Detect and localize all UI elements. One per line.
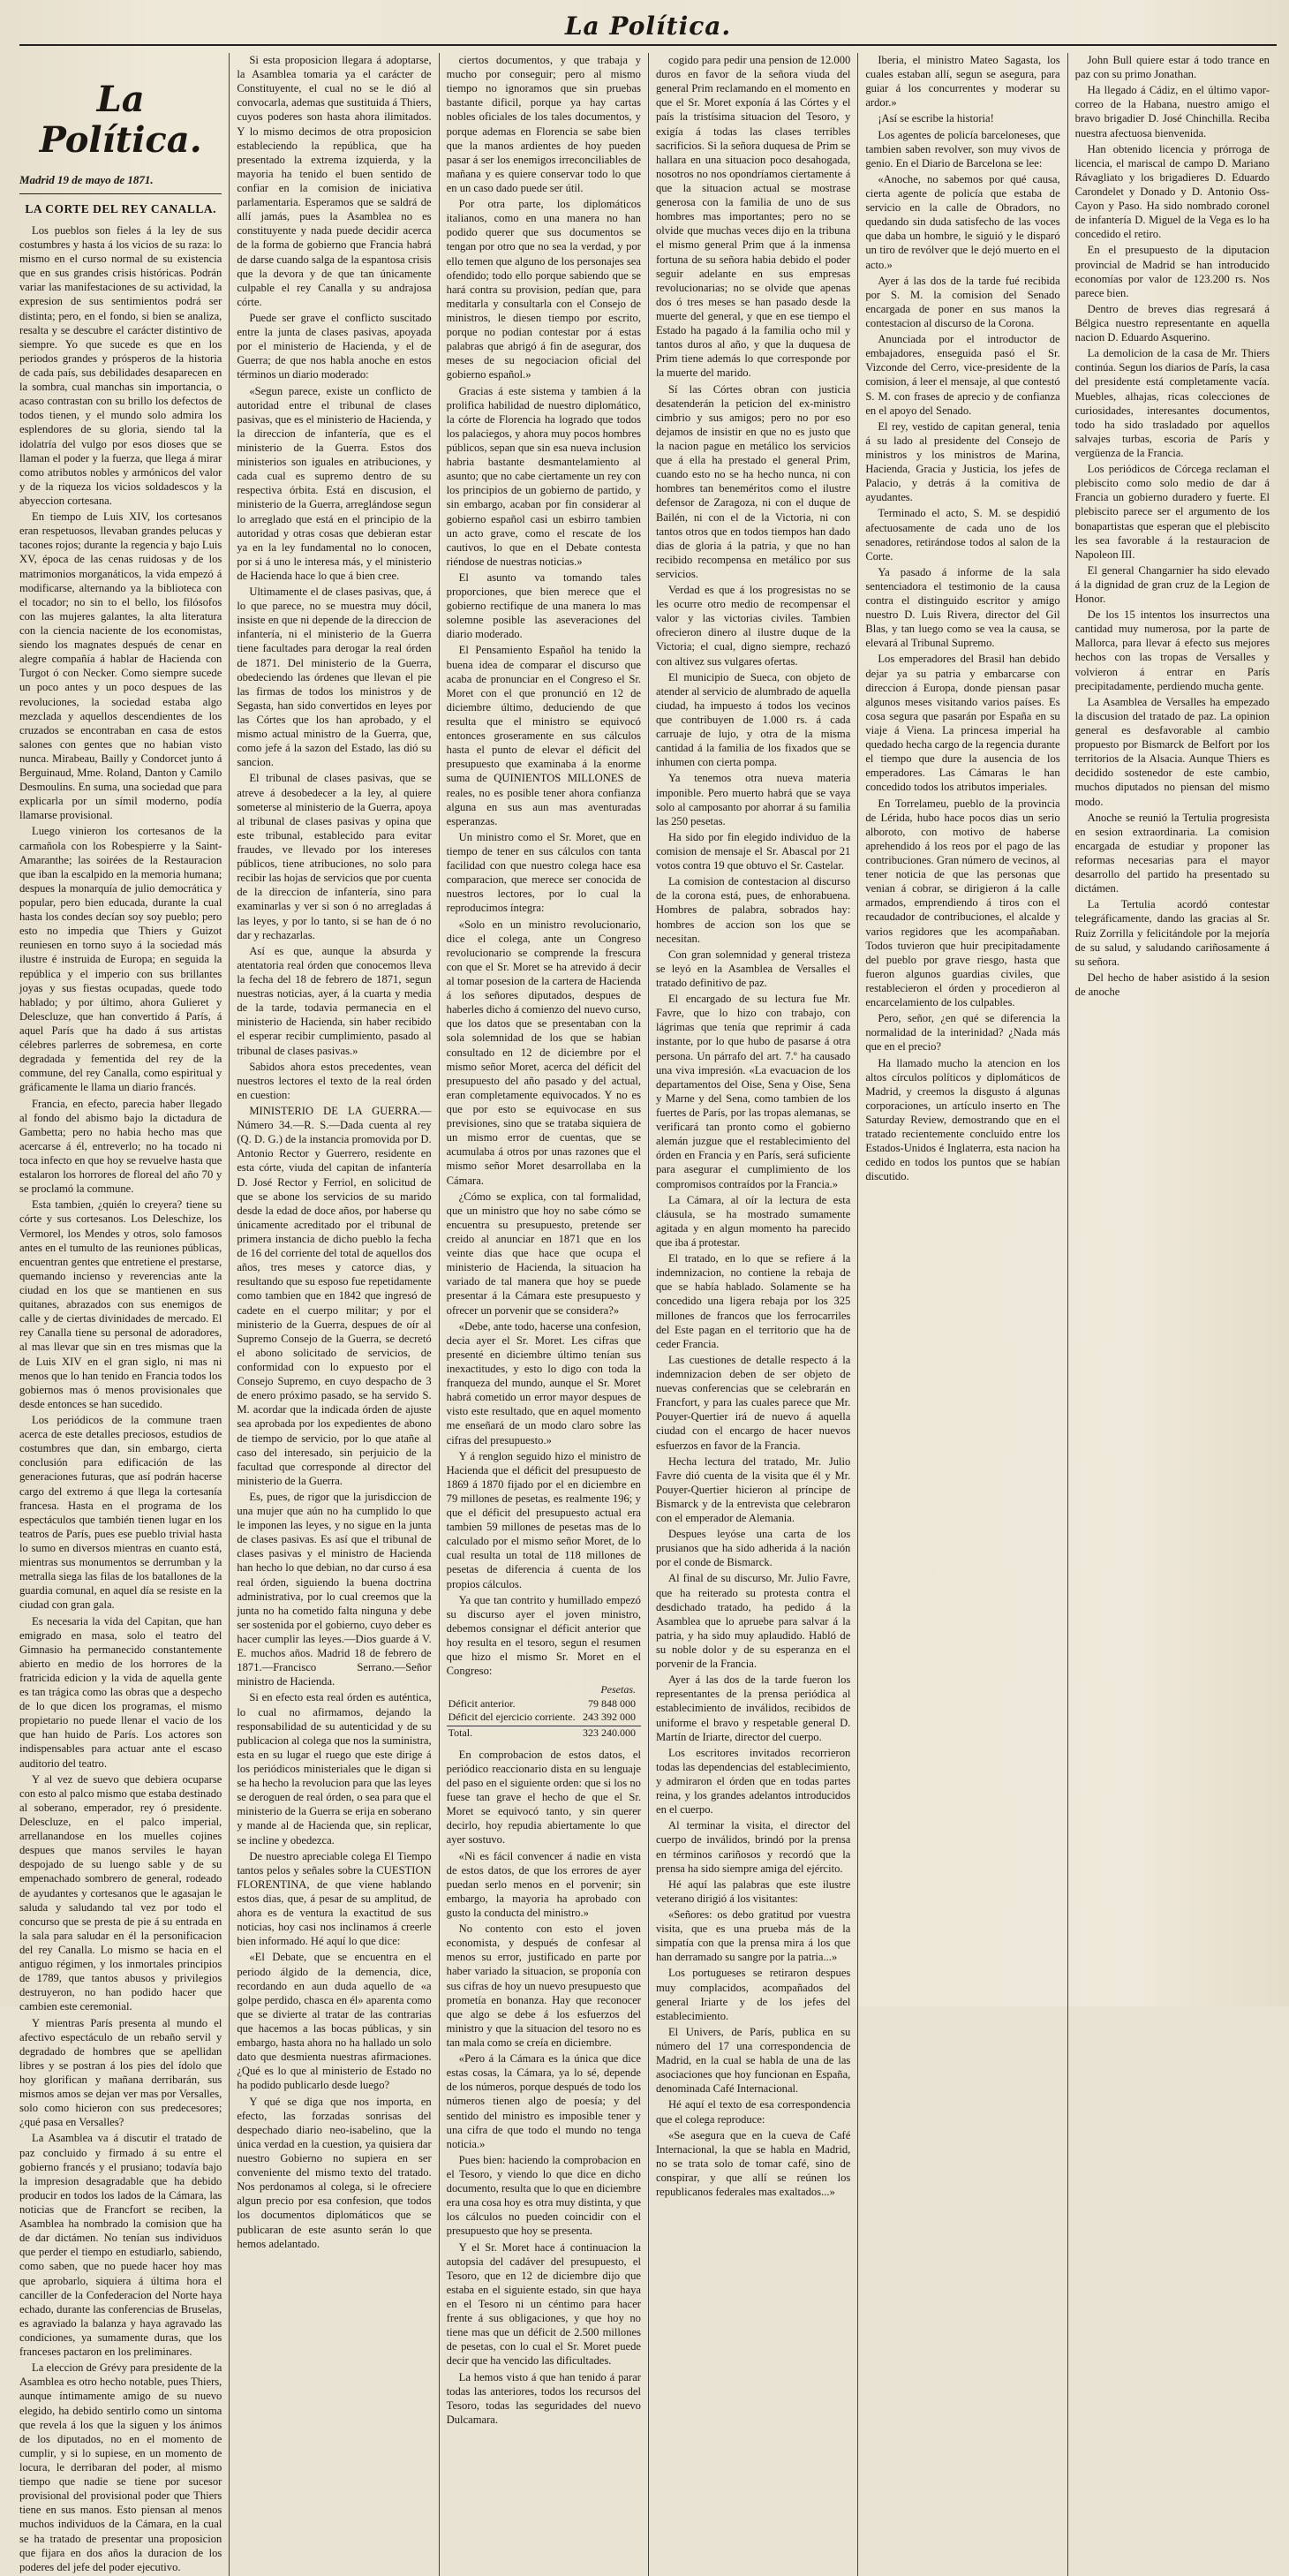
article-paragraph: Y á renglon seguido hizo el ministro de Hacienda que el déficit del presupuesto de 1869 á 1870 fijado por el en diciembre en 79 millones de pesetas, es realmente 196; y que el déficit del presupuesto actual era tambien 59 millones de pesetas mas de lo calculado por el mismo señor Moret, de lo cual resulta un total de 118 millones de pesetas de diferencia á cuenta de los propios cálculos.: [446, 1449, 641, 1590]
column-4-body: [656, 53, 850, 2199]
article-paragraph: Terminado el acto, S. M. se despidió afectuosamente de cada uno de los senadores, retirándose todos al salon de la Corte.: [865, 507, 1060, 563]
article-paragraph: El Univers, de París, publica en su número del 17 una correspondencia de Madrid, en la cual se habla de una de las asociaciones que hoy funcionan en España, denominada Café Internacional.: [655, 2025, 851, 2096]
article-paragraph: «Solo en un ministro revolucionario, dice el colega, ante un Congreso revolucionario se comprende la frescura con que el Sr. Moret se ha atrevido á decir al tomar posesion de la cartera de Hacienda á los señores diputados, despues de haberles dicho á comienzo del nuevo curso, que los datos que se presentaban con la sola solemnidad de los que se habian consultado en 12 de diciembre por el mismo señor Moret, acerca del déficit del presupuesto del año pasado y del actual, eran completamente equivocados. Y no es que por esto se equivocase en sus previsiones, sino que se trataba siquiera de un mismo error de cuentas, que se acumulaba á otros por unas razones que el mismo señor Moret desarrollaba en la Cámara.: [446, 918, 641, 1187]
article-paragraph: Sí las Córtes obran con justicia desatenderán la peticion del ex-ministro cimbrio y sus amigos; pero no por eso dejamos de insistir en que no es justo que la nacion pague en metálico los servicios que á ella ha prestado el general Prim, cuando esto no se ha hecho nunca, ni con hombres tan beneméritos como el ilustre defensor de Zaragoza, ni con el duque de Bailén, ni con el de la Victoria, ni con tantos otros que en todos tiempos han dado dias de gloria á la patria, y que no han recibido recompensa en metálico por sus servicios.: [655, 382, 851, 580]
article-paragraph: Francia, en efecto, parecia haber llegado al fondo del abismo bajo la dictadura de Gambetta; pero no habia hecho mas que acercarse á él, entreverlo; no ha tocado ni toca infecto en que hoy se revuelve hasta que estalaron los horrores de floreal del año 70 y se proclamó la commune.: [19, 1097, 222, 1196]
article-paragraph: Las cuestiones de detalle respecto á la indemnizacion deben de ser objeto de nuevas conferencias que se celebrarán en Francfort, y para las cuales parece que Mr. Pouyer-Quertier irá de nuevo á aquella ciudad con el encargo de hacer nuevos esfuerzos en favor de la Francia.: [655, 1353, 851, 1452]
column-2: [229, 53, 438, 2576]
column-1-body: [19, 201, 222, 2574]
article-paragraph: Pero, señor, ¿en qué se diferencia la normalidad de la interinidad? ¿Nada más que en el precio?: [865, 1012, 1060, 1054]
article-paragraph: La hemos visto á que han tenido á parar todas las anteriores, todos los recursos del Tesoro, todas las seguridades del nuevo Dulcamara.: [446, 2370, 641, 2426]
article-paragraph: Ya pasado á informe de la sala sentenciadora el testimonio de la causa contra el distinguido escritor y amigo nuestro D. Luis Rivera, director del Gil Blas, y tan luego como se vea la causa, se elevará al Tribunal Supremo.: [865, 565, 1060, 650]
article-paragraph: Si en efecto esta real órden es auténtica, lo cual no afirmamos, dejando la responsabilidad de su autenticidad y de su publicacion al colega que nos la suministra, esta en su lugar el ruego que este dirige á los periódicos ministeriales que le digan si se ha hecho la revolucion para que las leyes se deroguen de real órden, o sea para que el ministerio de la Guerra se erija en soberano y mande al de Hacienda que, sin replicar, se incline y obedezca.: [237, 1691, 432, 1847]
table-caption: Pesetas.: [600, 1683, 636, 1696]
article-paragraph: La Asamblea va á discutir el tratado de paz concluido y firmado á su entre el gobierno francés y el prusiano; todavía bajo la impresion desagradable que ha debido producir en todos los lados de la Cámara, las noticias que de Francfort se reciben, la Asamblea ha nombrado la comision que ha de dar dictámen. No tenían sus individuos que perder el tiempo en estudiarlo, sabiendo, como saben, que no puede hacer hoy mas que aprobarlo, siquiera á última hora el canciller de la Confederacion del Norte haya echado, durante las conferencias de Bruselas, es agraviado la balanza y haya agravado las condiciones, ya sumamente duras, que los franceses pactaron en los preliminares.: [19, 2132, 222, 2359]
article-paragraph: El general Changarnier ha sido elevado á la dignidad de gran cruz de la Legion de Honor.: [1074, 563, 1270, 606]
masthead-date: Madrid 19 de mayo de 1871.: [19, 173, 154, 186]
article-paragraph: «Pero á la Cámara es la única que dice estas cosas, la Cámara, ya lo sé, depende de los números, porque después de todo los números tienen algo de poesía; y del sentido del ministro es imposible tener y una cifra de que todo el mundo no tenga noticia.»: [446, 2052, 641, 2150]
masthead: [19, 53, 222, 194]
article-paragraph: Así es que, aunque la absurda y atentatoria real órden que conocemos lleva la fecha del 18 de febrero de 1871, segun nuestras noticias, ayer, á la cuarta y media de la tarde, todavia permanecia en el ministerio de Hacienda, sin haber recibido el esperar recibir cumplimiento, pasado al tribunal de clases pasivas.»: [237, 944, 432, 1057]
article-paragraph: En el presupuesto de la diputacion provincial de Madrid se han introducido economías por valor de 123.200 rs. Nos parece bien.: [1074, 244, 1270, 299]
article-paragraph: Y mientras París presenta al mundo el afectivo espectáculo de un rebaño servil y degradado de hombres que se apellidan libres y se postran á los pies del ídolo que hoy glorifican y mañana derribarán, sus mismos amos se dejan ver mas por Versalles, solo como hicieron con sus predecesores; ¿qué pasa en Versalles?: [19, 2016, 222, 2129]
article-paragraph: Por otra parte, los diplomáticos italianos, como en una manera no han podido querer que sus documentos se tengan por otro que no sea la verdad, y por ello temen que alguno de los personajes sea ofendido; todo ello porque sabiendo que se hará contra su provision, pedían que, para meditarla y consultarla con el Consejo de ministros, le diesen tiempo por escrito, porque no podian contestar por á estas palabras que abrigó á fin de asegurar, dos meses de su negociacion oficial del gobierno español.»: [446, 198, 641, 381]
article-paragraph: La Asamblea de Versalles ha empezado la discusion del tratado de paz. La opinion general es desfavorable al cambio propuesto por Bismarck de Belfort por los territorios de la Alsacia. Aunque Thiers es decidido sostenedor de este cambio, muchos diputados no piensan del mismo modo.: [1074, 695, 1270, 808]
article-paragraph: Ha llamado mucho la atencion en los altos círculos políticos y diplomáticos de Madrid, y creemos la disgusto á algunas corporaciones, un artículo inserto en The Saturday Review, demostrando que en el tratado recientemente concluido entre los Estados-Unidos é Inglaterra, esta nacion ha cedido en todos los puntos que se habían discutido.: [865, 1056, 1060, 1183]
column-6: [1067, 53, 1277, 2576]
article-paragraph: Ha sido por fin elegido individuo de la comision de mensaje el Sr. Abascal por 21 votos contra 19 que obtuvo el Sr. Castelar.: [655, 830, 851, 873]
article-paragraph: «Debe, ante todo, hacerse una confesion, decia ayer el Sr. Moret. Les cifras que presenté en diciembre último tenían sus inexactitudes, y esto lo digo con toda la franqueza del mundo, aunque el Sr. Moret habrá cometido un error mayor despues de visto este resultado, que en aquel momento me enseñará de un modo claro sobre las cifras del presupuesto.»: [446, 1319, 641, 1447]
article-paragraph: ciertos documentos, y que trabaja y mucho por conseguir; pero al mismo tiempo no ignoramos que sin pruebas bastante dificil, porque ya hay cartas nobles oficiales de los tales documentos, y porque ademas en Florencia se sabe bien que la manos ardientes de hoy pueden pasar á ser los enemigos irreconciliables de mañana y es quiere conservar todo lo que en un caso dado puede ser útil.: [446, 54, 641, 194]
article-paragraph: «Señores: os debo gratitud por vuestra visita, que es una prueba más de la simpatía con que la prensa mira á los que han derramado su sangre por la patria...»: [655, 1908, 851, 1964]
article-paragraph: Al terminar la visita, el director del cuerpo de inválidos, brindó por la prensa en términos cariñosos y recordó que la prensa ha sido siempre amiga del ejército.: [655, 1819, 851, 1875]
article-paragraph: «Anoche, no sabemos por qué causa, cierta agente de policía que estaba de servicio en la calle de Obradors, no quedando sin duda satisfecho de las voces que daba un hombre, le siguió y le disparó un tiro de revólver que le dejó muerto en el acto.»: [865, 172, 1060, 271]
article-paragraph: Hé aquí las palabras que este ilustre veterano dirigió á los visitantes:: [655, 1877, 851, 1905]
article-paragraph: Es necesaria la vida del Capitan, que han emigrado en masa, solo el teatro del Gimnasio ha permanecido constantemente abierto en medio de los horrores de la fratricida edicion y la vida de aquella gente es tan trágica como las obras que a despecho de lo que dicen los programas, el mismo propietario no puede llenar el vacio de los que han huido de París. Los actores son indispensables para actuar ante el escaso auditorio del teatro.: [19, 1614, 222, 1770]
article-paragraph: «El Debate, que se encuentra en el periodo álgido de la demencia, dice, recordando en aun duda aquello de «a golpe perdido, chasca en él» aparenta como que se divierte al tratar de las contrarias que hacemos a las bocas públicas, y sin embargo, hasta ahora no ha hallado un solo dato que desmienta nuestras afirmaciones. ¿Qué es lo que al ministerio de Estado no ha podido publicarlo desde luego?: [237, 1951, 432, 2092]
article-paragraph: Los agentes de policía barceloneses, que tambien saben revolver, son muy vivos de genio. En el Diario de Barcelona se lee:: [865, 128, 1060, 170]
article-paragraph: La comision de contestacion al discurso de la corona está, pues, de enhorabuena. Hombres de palabra, sobrados hay: hombres de accion son los que se necesitan.: [655, 875, 851, 945]
article-paragraph: Del hecho de haber asistido á la sesion de anoche: [1074, 971, 1270, 998]
article-paragraph: Hecha lectura del tratado, Mr. Julio Favre dió cuenta de la visita que él y Mr. Pouyer-Quertier hicieron al príncipe de Bismarck y de la entrevista que celebraron con el emperador de Alemania.: [655, 1454, 851, 1525]
article-paragraph: Anoche se reunió la Tertulia progresista en sesion extraordinaria. La comision encargada de estudiar y proponer las reformas necesarias para el mayor desarrollo del partido ha presentado su dictámen.: [1074, 811, 1270, 895]
article-paragraph: Los periódicos de Córcega reclaman el plebiscito como solo medio de dar á Francia un gobierno duradero y fuerte. El plebiscito parece ser el argumento de los bonapartistas que esperan que el plebiscito les sea favorable á la restauracion de Napoleon III.: [1074, 463, 1270, 561]
article-paragraph: Esta tambien, ¿quién lo creyera? tiene su córte y sus cortesanos. Los Deleschize, los Vermorel, los Mendes y otros, solo famosos antes en el tumulto de las reuniones públicas, encuentran gentes que entretiene el prestarse, quemando incienso y reverencias ante la ciudad en los que se mantienen en sus quitanes, abrazados con sus enemigos de calle y de ciertas divinidades de mercado. El rey Canalla tiene su personal de adoradores, al mas llevar que sin en tres mismas que la de Luis XIV en el gran siglo, ni mas ni menos que lo han tenido en Francia todos los gobiernos mas ó menos provisionales que desde entonces se han sucedido.: [19, 1198, 222, 1410]
article-paragraph: En Torrelameu, pueblo de la provincia de Lérida, hubo hace pocos dias un serio alboroto, con motivo de haberse aprehendido á los reos por el pago de las contribuciones. Gran número de vecinos, al tener noticia de que las personas que venian á cobrar, se dirigieron á la calle armados, emprendiendo á tiros con el recaudador de contribuciones, el alcalde y varios regidores que les acompañaban. Todos tuvieron que huir precipitadamente del pueblo por grave riesgo, hasta que fueron algunos guardias civiles, que restablecieron el órden y procedieron al encarcelamiento de los culpables.: [865, 797, 1060, 1009]
deficit-table: [447, 1683, 641, 1740]
article-paragraph: El tratado, en lo que se refiere á la indemnizacion, no contiene la rebaja de que se había hablado. Solamente se ha concedido una ligera rebaja por los 325 millones de francos que los ferrocarriles del Este pagan en el territorio que ha de ceder Francia.: [655, 1252, 851, 1350]
article-paragraph: ¡Así se escribe la historia!: [878, 112, 994, 125]
column-3: [439, 53, 648, 2576]
article-paragraph: Ayer á las dos de la tarde fueron los representantes de la prensa periódica al establecimiento de inválidos, recibidos de uniforme el bravo y respetable general D. Martín de Iriarte, director del cuerpo.: [655, 1673, 851, 1743]
article-paragraph: Anunciada por el introductor de embajadores, enseguida pasó el Sr. Vizconde del Cerro, vice-presidente de la comision, á leer el mensaje, al que contestó S. M. con frases de aprecio y de confianza en el apoyo del Senado.: [865, 333, 1060, 417]
article-paragraph: Verdad es que á los progresistas no se les ocurre otro medio de recompensar el valor y las victorias civiles. Tambien ofrecieron dinero al ilustre duque de la Victoria; el cual, digno siempre, rechazó con altivez sus vulgares ofertas.: [655, 584, 851, 668]
article-paragraph: Los escritores invitados recorrieron todas las dependencias del establecimiento, y admiraron el órden que en todas partes reina, y los grandes adelantos introducidos en el cuerpo.: [655, 1746, 851, 1817]
column-2-body: [237, 53, 431, 2251]
article-headline: LA CORTE DEL REY CANALLA.: [25, 201, 216, 215]
article-paragraph: La Cámara, al oír la lectura de esta cláusula, se ha mostrado sumamente agitada y en algun momento ha parecido que iba á protestar.: [655, 1193, 851, 1249]
table-row-value: 243 392 000: [582, 1711, 636, 1724]
article-paragraph: La Tertulia acordó contestar telegráficamente, dando las gracias al Sr. Ruiz Zorrilla y felicitándole por la mejoría de su salud, y saludando cariñosamente á su señora.: [1074, 898, 1270, 968]
column-5: [857, 53, 1067, 2576]
column-1: [19, 53, 229, 2576]
article-paragraph: Los periódicos de la commune traen acerca de este detalles preciosos, estudios de costumbres que dan, sin embargo, cierta conclusión para edificación de las generaciones futuras, que así podrán hacerse cargo del extremo á que llega la cortesanía francesa. Hasta en el programa de los espectáculos que también tienen lugar en los teatros de París, pues ese pueblo trivial hasta lo sumo en diversos mientras en cuanto está, mientras sus monumentos se derrumban y la metralla siega las filas de los batallones de la guardia comunal, en aquel día se resiste en la ciudad con gran gala.: [19, 1413, 222, 1612]
article-paragraph: De nuestro apreciable colega El Tiempo tantos pelos y señales sobre la CUESTION FLORENTINA, de que viene hablando estos dias, que, á pesar de su amplitud, de ahora es de ventura la exactitud de sus noticias, hoy casi nos inclinamos á creerle bien informado. Hé aquí lo que dice:: [237, 1849, 432, 1948]
article-paragraph: John Bull quiere estar á todo trance en paz con su primo Jonathan.: [1074, 54, 1270, 81]
masthead-title: La Política.: [39, 79, 202, 161]
article-paragraph: MINISTERIO DE LA GUERRA.—Número 34.—R. S.—Dada cuenta al rey (Q. D. G.) de la instancia promovida por D. Antonio Rector y Guerrero, residente en esta córte, viuda del capitan de infantería D. José Rector y Ferriol, en solicitud de que se abone los servicios de su marido desde la edad de doce años, por haberse qu únicamente acreditado por el tribunal de primera instancia de dicho pueblo la fecha de 16 del corriente del total de aquellos dos años, tres meses y catorce dias, y resultando que su esposo fue repetidamente como tambien que en 1842 que ingresó de cadete en el cuerpo militar; y por el ministerio de la Guerra, despues de oír al Supremo Consejo de la Guerra, se decretó el abono solicitado de servicios, de conformidad con lo expuesto por el Consejo Supremo, en cuyo despacho de 3 de enero próximo pasado, se ha servido S. M. acordar que la indicada órden de ajuste sea aprobada por los expedientes de abono de tiempo de servicio, por lo que atañe al caso del interesado, sin perjuicio de la facultad que corresponde al director del ministerio de la Guerra.: [237, 1104, 432, 1487]
article-paragraph: Ya tenemos otra nueva materia imponible. Pero muerto habrá que se vaya solo al camposanto por ahorrar á su familia las 250 pesetas.: [655, 772, 851, 827]
article-paragraph: Gracias á este sistema y tambien á la prolifica habilidad de nuestro diplomático, la córte de Florencia ha logrado que todos los palaciegos, y ahora muy pocos hombres públicos, sepan que sin esa nueva inclusion habria bastante desmantelamiento al asunto; que no cabe ciertamente un rey con los principios de un gobierno de partido, y sin embargo, acaban por fin considerar al gobierno español casi un esbirro tambien un acto grave, como el rescate de los cautivos, lo que en el Debate contesta riéndose de nuestras noticias.»: [446, 384, 641, 568]
article-paragraph: Al final de su discurso, Mr. Julio Favre, que ha reiterado su protesta contra el desdichado tratado, ha pedido á la Asamblea que lo apruebe para salvar á la patria, y ha sido muy aplaudido. Habló de su noble dolor y de su esperanza en el porvenir de la Francia.: [655, 1572, 851, 1671]
article-paragraph: ¿Cómo se explica, con tal formalidad, que un ministro que hoy no sabe cómo se encuentra su presupuesto, pretende ser creido al anunciar en 1871 que en los veinte dias que hace que ocupa el ministerio de Hacienda, la situacion ha variado de tal manera que hoy se puede presentar á la Cámara este presupuesto y ofrecer un porvenir que se considera?»: [446, 1190, 641, 1317]
column-6-body: [1075, 53, 1270, 999]
article-paragraph: Ha llegado á Cádiz, en el último vapor-correo de la Habana, nuestro amigo el bravo brigadier D. José Chinchilla. Reciba nuestra afectuosa bienvenida.: [1074, 84, 1270, 140]
article-paragraph: La eleccion de Grévy para presidente de la Asamblea es otro hecho notable, pues Thiers, aunque íntimamente amigo de su nuevo elegido, ha debido sentirlo como un sintoma que revela á los que la siguen y los ánimos de los diputados, no en el momento de cumplir, y si lo supiese, en un momento de locura, le derribaran del poder, al mismo tiempo que nadie se tiene por sucesor provisional del provisional poder que Thiers tiene en sus manos. Esto piensan al menos muchos individuos de la Cámara, en la cual se ha tratado de presentar una proposicion que fijara en dos años la duracion de los poderes del jefe del poder ejecutivo.: [19, 2361, 222, 2573]
article-paragraph: Ultimamente el de clases pasivas, que, á lo que parece, no se muestra muy dócil, insiste en que ni depende de la direccion de infantería, ni el ministerio de la Guerra tiene facultades para derogar la real órden de 1871. Del ministerio de la Guerra, obedeciendo las órdenes que llevan el pie las firmas de todos los ministros y de Segasta, han sido convertidos en leyes por las Córtes que los han aprobado, y el mismo actual ministro de la Guerra, que, como jefe á la sazon del Estado, las dió su sancion.: [237, 585, 432, 769]
article-paragraph: Pues bien: haciendo la comprobacion en el Tesoro, y viendo lo que dice en dicho documento, resulta que lo que en diciembre era una cosa hoy es otra muy distinta, y que los cálculos no pueden coincidir con el presupuesto que hoy se presenta.: [446, 2153, 641, 2238]
article-paragraph: No contento con esto el joven economista, y después de confesar al menos su error, justificado en parte por haber variado la situacion, se proponía con sus cifras de hoy un nuevo presupuesto que prometía en bonanza. Hay que reconocer que algo se debe á los esfuerzos del ministro y que la situacion del tesoro no es tan mala como se creía en diciembre.: [446, 1923, 641, 2049]
article-paragraph: Y el Sr. Moret hace á continuacion la autopsia del cadáver del presupuesto, el Tesoro, que en 12 de diciembre dijo que estaba en el siguiente estado, sin que haya en el Tesoro ni un céntimo para hacer frente á sus obligaciones, y que hoy no tiene mas que un déficit de 2.500 millones de pesetas, con lo cual el Sr. Moret puede decir que ha vencido las dificultades.: [446, 2240, 641, 2368]
column-4: [648, 53, 857, 2576]
article-paragraph: Han obtenido licencia y prórroga de licencia, el mariscal de campo D. Mariano Rávagliato y los brigadieres D. Eduardo Carondelet y Donado y D. Antonio Oss-Cayon y Paso. Ha sido nombrado coronel de infantería D. Miguel de la Vega es lo ha concedido el retiro.: [1074, 142, 1270, 241]
table-row-label: Déficit del ejercicio corriente.: [448, 1711, 576, 1724]
column-3-body: [447, 53, 641, 2427]
columns-container: [19, 53, 1277, 2573]
article-paragraph: El rey, vestido de capitan general, tenia á su lado al presidente del Consejo de ministros y los ministros de Marina, Hacienda, Gracia y Justicia, los jefes de Palacio, y detrás á la comitiva de ayudantes.: [865, 419, 1060, 504]
article-paragraph: En tiempo de Luis XIV, los cortesanos eran respetuosos, llevaban grandes pelucas y tacones rojos; durante la regencia y bajo Luis XV, época de las cenas ruidosas y de los matrimonios morganáticos, la vida empezó á modificarse, alternando ya la biblioteca con el tocador; no sin to el bello, los filósofos con las mujeres galantes, la alta literatura con la ciencia naciente de los economistas, siendo los magnates después de cenar en alegre compañía á hablar de Hacienda con Turgot ó con Necker. Como siempre sucede un poco antes y un poco despues de las revoluciones, la sociedad estaba algo mezclada y aquellos descendientes de los cruzados se encontraban en casa de estos salones con gentes que no habian visto nunca. Mirabeau, Bailly y Condorcet junto á Berguinaud, Mme. Roland, Danton y Camilo Desmoulins. En suma, una sociedad que para explicarla por un símil moderno, podía llamarse provisional.: [19, 510, 222, 822]
article-paragraph: Ayer á las dos de la tarde fué recibida por S. M. la comision del Senado encargada de poner en sus manos la contestacion al discurso de la Corona.: [865, 274, 1060, 329]
table-total-value: 323 240.000: [582, 1726, 636, 1740]
article-paragraph: Los portugueses se retiraron despues muy complacidos, acompañados del general Iriarte y de los jefes del establecimiento.: [655, 1967, 851, 2022]
article-paragraph: El municipio de Sueca, con objeto de atender al servicio de alumbrado de aquella ciudad, ha impuesto á todos los vecinos que contribuyen de 1.000 rs. á cada carruaje de lujo, y otra de la misma cantidad á la familia de los fixados que se inhumen con cierta pompa.: [655, 670, 851, 769]
article-paragraph: «Ni es fácil convencer á nadie en vista de estos datos, de que los errores de ayer puedan serlo menos en el porvenir; sin embargo, la mayoria ha aprobado con gusto la conducta del ministro.»: [446, 1849, 641, 1919]
column-5-body: [865, 53, 1059, 1184]
article-paragraph: Los pueblos son fieles á la ley de sus costumbres y hasta á los vicios de su raza: lo mismo en el curso normal de su existencia que en sus grandes crisis históricas. Podrán variar las manifestaciones de su actividad, la expresion de sus sentimientos podrá ser distinta; pero, en el fondo, si bien se analiza, resalta y se descubre el carácter distintivo de siempre. Yo que sucede es que en los periodos grandes y prósperos de la historia de cada país, sus debilidades desaparecen en la sombra, cual manchas sin importancia, o acaso contrastan con su brillo los defectos de todos tienen, y el mundo solo admira los esplendores de su gloria, siendo tal la idolatría del vulgo por esos dioses que se llaman el poder y la fuerza, que llega á mirar como atributos nobles y armónicos del valor y de la riqueza los vicios soldadescos y la abyeccion cortesana.: [19, 223, 222, 507]
article-paragraph: Iberia, el ministro Mateo Sagasta, los cuales estaban allí, segun se asegura, para guiar á los concurrentes y moderar su ardor.»: [865, 54, 1060, 110]
article-paragraph: El tribunal de clases pasivas, que se atreve á desobedecer a la ley, al quiere someterse al ministerio de la Guerra, apoya al tribunal de clases pasivas y opina que este tribunal, establecido para evitar fraudes, ve llevado por los intereses públicos, tiene atribuciones, no solo para recibir las hojas de servicios que por cuenta de la direccion de infantería, sino para examinarlas y ver si son ó no arregladas á las leyes, y por lo tanto, si se han de ó no dar y rechazarlas.: [237, 772, 432, 941]
article-paragraph: Si esta proposicion llegara á adoptarse, la Asamblea tomaria ya el carácter de Constituyente, el cual no se le dió al convocarla, ademas que sustituida á Thiers, cuyos poderes son hasta ahora ilimitados. Y lo mismo decimos de otra proposicion estableciendo la república, que ha presentado la extrema izquierda, y la mayoria ha tenido el buen sentido de confiar en la comision de iniciativa parlamentaria. Esperamos que se saldrá de allí jamás, pues la Asamblea no es constituyente y nada puede decidir acerca de la forma de gobierno que Francia habrá de darse cuando salga de la espantosa crisis que la devora y de que tan únicamente culpable el rey Canalla y su andrajosa córte.: [237, 54, 432, 308]
table-row: [447, 1697, 641, 1711]
article-paragraph: En comprobacion de estos datos, el periódico reaccionario dista en su lenguaje del paso en el siguiente orden: que si los no fuese tan grave el hecho de que el Sr. Moret se equivocó tanto, y sin querer decirlo, hoy repudia abiertamente lo que ayer sostuvo.: [446, 1748, 641, 1847]
article-paragraph: Hé aquí el texto de esa correspondencia que el colega reproduce:: [655, 2098, 851, 2126]
article-paragraph: De los 15 intentos los insurrectos una cantidad muy numerosa, por la parte de Mallorca, para llevar á efecto sus mejores hechos con las tropas de Versalles y volvieron á entrar en París precipitadamente, perdiendo mucha gente.: [1074, 608, 1270, 692]
article-paragraph: Ya que tan contrito y humillado empezó su discurso ayer el joven ministro, debemos consignar el déficit anterior que hoy resulta en el tesoro, segun el resumen que hizo el mismo Sr. Moret en el Congreso:: [446, 1593, 641, 1678]
article-paragraph: Puede ser grave el conflicto suscitado entre la junta de clases pasivas, apoyada por el ministerio de Hacienda, y el de Guerra; de que nos habla anoche en estos términos un diario moderado:: [237, 311, 432, 381]
table-total-row: [447, 1726, 641, 1740]
table-total-label: Total.: [448, 1726, 473, 1740]
article-paragraph: Y qué se diga que nos importa, en efecto, las forzadas sonrisas del despechado diario neo-isabelino, que la única verdad en la cuestion, ya quisiera dar nuestro Gobierno no supiera en ser conveniente del mismo texto del tratado. Nos perdonamos al colega, si le ofreciere algun precio por esa confesion, que todos los documentos diplomáticos que se publicaran de este asunto serán lo que hemos adelantado.: [237, 2095, 432, 2250]
article-paragraph: Y al vez de suevo que debiera ocuparse con esto al palco mismo que estaba destinado al soberano, emperador, rey ó presidente. Delescluze, en el palco imperial, arrellanandose en los muelles cojines despues que manos serviles le hayan despojado de su luengo sable y de su empenachado sombrero de general, rodeado de ayudantes y cortesanos que le agasajan le saluda y saludando tal vez por todo el concurso que se presta de pie á su entrada en la sala para saludar en él la personificacion del rey Canalla. Lo mismo se hacia en el antiguo régimen, y los inmortales principios de 1789, que tantos abusos y privilegios destruyeron, no han podido hacer que cambien este ceremonial.: [19, 1772, 222, 2013]
table-row-label: Déficit anterior.: [448, 1696, 516, 1710]
article-paragraph: «Segun parece, existe un conflicto de autoridad entre el tribunal de clases pasivas, que es el ministerio de Hacienda, y la direccion de infantería, que es el ministerio de la Guerra. Estos dos ministerios son iguales en atribuciones, y cada cual es supremo dentro de su respectiva órbita. Está en discusion, el ministerio de la Guerra, arreglándose segun lo arreglado que está en el principio de la autoridad y otras cosas que debieran estar ya en la ley fundamental no lo conocen, por si á uno le interesa más, y el ministerio de Hacienda hace lo que á bien cree.: [237, 384, 432, 582]
article-paragraph: Con gran solemnidad y general tristeza se leyó en la Asamblea de Versalles el tratado definitivo de paz.: [655, 948, 851, 989]
article-paragraph: La demolicion de la casa de Mr. Thiers continúa. Segun los diarios de París, la casa del presidente está completamente vacía. Muebles, alhajas, ricas colecciones de curiosidades, interesantes documentos, todo ha sido trasladado por aquellos salvajes turbas, escoria de París y vergüenza de la Francia.: [1074, 347, 1270, 459]
article-paragraph: Un ministro como el Sr. Moret, que en tiempo de tener en sus cálculos con tanta facilidad con que nuestro colega hace esa comparacion, que merece ser conocida de nuestros lectores, por lo cual la reproducimos íntegra:: [446, 830, 641, 915]
article-paragraph: El asunto va tomando tales proporciones, que bien merece que el gobierno rectifique de una manera lo mas solemne posible las aseveraciones del diario moderado.: [446, 570, 641, 641]
article-paragraph: Los emperadores del Brasil han debido dejar ya su patria y embarcarse con direccion á Europa, donde piensan pasar algunos meses visitando varios países. Es cosa segura que pasarán por España en su viaje á Viena. La princesa imperial ha quedado hecha cargo de la regencia durante el tiempo que dure la ausencia de los emperadores. Las Cámaras le han concedido todos los atributos imperiales.: [865, 653, 1060, 794]
article-paragraph: Dentro de breves dias regresará á Bélgica nuestro representante en aquella nacion D. Eduardo Asquerino.: [1074, 302, 1270, 344]
article-paragraph: Es, pues, de rigor que la jurisdiccion de una mujer que aún no ha cumplido lo que le imponen las leyes, y no sigue en la junta de clases pasivas. Es así que el tribunal de clases pasivas y el ministro de Hacienda han hecho lo que debian, no dar curso á esa real órden, siguiendo la buena doctrina administrativa, por lo cual creemos que la junta no ha cometido falta ninguna y debe ser sostenida por el gobierno, cuyo deber es hacer cumplir las leyes.—Dios guarde á V. E. muchos años. Madrid 18 de febrero de 1871.—Francisco Serrano.—Señor ministro de Hacienda.: [237, 1490, 432, 1688]
article-paragraph: cogido para pedir una pension de 12.000 duros en favor de la señora viuda del general Prim reclamando en el momento en que el Sr. Moret exponía á las Córtes y el país la tristísima situacion del Tesoro, y exigía á todas las clases terribles sacrificios. Si la señora duquesa de Prim se hallara en una situacion poco desahogada, nosotros no nos opondríamos ciertamente á que la situacion actual se mostrase generosa con la familia de uno de sus hombres mas importantes; pero no se olvide que muchas veces dijo en la tribuna el mismo general Prim que á la inmensa fortuna de su señora habia debido el poder seguir adelante en sus empresas revolucionarias; no se olvide que apenas dos ó tres meses se han pasado desde la muerte del general, y que en ese tiempo el Estado ha pagado á la familia ocho mil y tantos duros al año, y que la duquesa de Prim tiene además lo que corresponde por la muerte del marido.: [655, 54, 851, 380]
table-row-value: 79 848 000: [587, 1696, 636, 1710]
article-paragraph: Despues leyóse una carta de los prusianos que ha sido adherida á la nación por el conde de Bismarck.: [655, 1528, 851, 1569]
article-paragraph: El encargado de su lectura fue Mr. Favre, que lo hizo con trabajo, con lágrimas que tenía que reprimir á cada instante, por lo que hubo de pasarse á otra persona. Un párrafo del art. 7.º ha causado una viva impresión. «La evacuacion de los departamentos del Oise, Sena y Oise, Sena y Marne y del Sena, como tambien de los fuertes de París, por las tropas alemanas, se verificará tan pronto como el gobierno alemán juzgue que el restablecimiento del órden en Francia y en París, será suficiente para asegurar el cumplimiento de los compromisos contraídos por la Francia.»: [655, 993, 851, 1190]
article-paragraph: «Se asegura que en la cueva de Café Internacional, la que se habla en Madrid, no se trata solo de tomar café, sino de conspirar, y que allí se reúnen los republicanos federales mas exaltados...»: [655, 2128, 851, 2199]
article-paragraph: Luego vinieron los cortesanos de la carmañola con los Robespierre y la Saint-Amaranthe; las soirées de la Restauracion que iban la escalpido en la memoria humana; despues la monarquía de julio democrática y popular, pero bien educada, durante la cual hasta los condes decían soy soy pueblo; pero esto no impedia que Thiers y Guizot reuniesen en torno suyo á la sociedad más ilustre é instruida de Europa; en seguida la república y el imperio con sus brillantes joyas y sus fiestas ocupadas, quede todo hablado; y por último, ahora Gulieret y Delescluze, que han convertido á París, á aquel París que ha dado á sus artistas célebres parlerres de sobremesa, en corte degradada y fementida del rey de la commune, del rey Canalla, como espiritual y gráficamente le llama un diario francés.: [19, 825, 222, 1094]
table-row: [447, 1711, 641, 1724]
article-paragraph: Sabidos ahora estos precedentes, vean nuestros lectores el texto de la real órden en cuestion:: [237, 1060, 432, 1101]
article-paragraph: El Pensamiento Español ha tenido la buena idea de comparar el discurso que acaba de pronunciar en el Congreso el Sr. Moret con el que pronunció en 12 de diciembre último, deduciendo de que resulta que el ministro se equivocó entonces groseramente en sus cálculos hasta el punto de elevar el déficit del presupuesto que examinaba á la enorme suma de QUINIENTOS MILLONES de reales, no es posible tener ahora confianza alguna en sus aun mas aventuradas esperanzas.: [446, 644, 641, 827]
running-head: La Política.: [19, 9, 1277, 46]
